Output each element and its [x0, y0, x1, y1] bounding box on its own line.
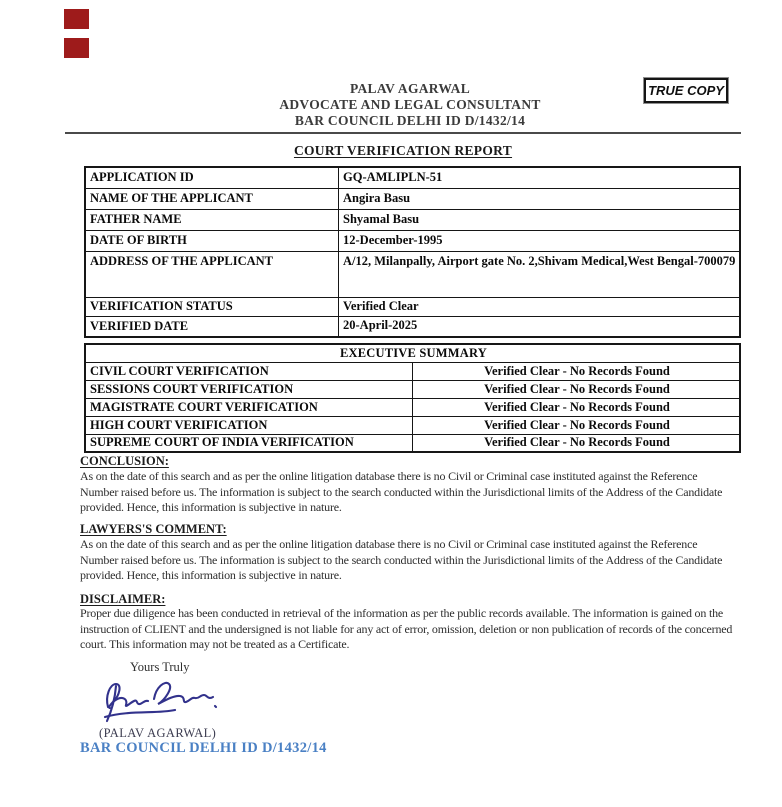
letterhead-designation: ADVOCATE AND LEGAL CONSULTANT: [279, 97, 541, 112]
row-label: NAME OF THE APPLICANT: [85, 188, 339, 209]
row-value: Verified Clear - No Records Found: [413, 380, 741, 398]
conclusion-body: As on the date of this search and as per the online litigation database there is no Civil or Criminal case instituted against the Reference Number raised before us. The information is subject to the search conducted within the Jurisdictional limits of the Address of the Candidate provided. Hence, this information is subjective in nature.: [80, 469, 723, 515]
row-label: ADDRESS OF THE APPLICANT: [85, 251, 339, 297]
table-row: [85, 167, 740, 188]
header-divider: [65, 132, 741, 134]
table-row: [85, 362, 740, 380]
table-row: [85, 416, 740, 434]
row-value: Verified Clear - No Records Found: [413, 362, 741, 380]
row-label: FATHER NAME: [85, 209, 339, 230]
disclaimer-heading: DISCLAIMER:: [80, 592, 166, 606]
row-value: Verified Clear - No Records Found: [413, 416, 741, 434]
row-label: VERIFICATION STATUS: [85, 297, 339, 316]
letterhead-bar-id: BAR COUNCIL DELHI ID D/1432/14: [294, 113, 526, 128]
table-row: [85, 188, 740, 209]
row-value: Angira Basu: [339, 188, 741, 209]
conclusion-heading: CONCLUSION:: [80, 454, 169, 468]
lawyers-comment-heading: LAWYERS'S COMMENT:: [80, 522, 227, 536]
table-row: [85, 398, 740, 416]
executive-summary-title: EXECUTIVE SUMMARY: [85, 344, 740, 362]
true-copy-label: TRUE COPY: [648, 83, 724, 98]
signatory-bar-council-id: BAR COUNCIL DELHI ID D/1432/14: [80, 740, 327, 756]
table-row: [85, 230, 740, 251]
row-value: Shyamal Basu: [339, 209, 741, 230]
table-row: [85, 434, 740, 452]
row-value: Verified Clear: [339, 297, 741, 316]
row-label: VERIFIED DATE: [85, 316, 339, 337]
red-corner-mark-top: [64, 9, 89, 29]
row-label: DATE OF BIRTH: [85, 230, 339, 251]
letterhead-name: PALAV AGARWAL: [349, 81, 471, 96]
table-row: [85, 316, 740, 337]
row-value: 12-December-1995: [339, 230, 741, 251]
disclaimer-body: Proper due diligence has been conducted in retrieval of the information as per the public records available. The information is gained on the instruction of CLIENT and the undersigned is not liable for any act of error, omission, deletion or non publication of records of the concerned court. This information may not be treated as a Certificate.: [80, 606, 733, 652]
true-copy-stamp: [644, 78, 728, 103]
executive-summary-table: [84, 343, 741, 453]
row-label: SESSIONS COURT VERIFICATION: [85, 380, 413, 398]
row-value: Verified Clear - No Records Found: [413, 434, 741, 452]
row-label: SUPREME COURT OF INDIA VERIFICATION: [85, 434, 413, 452]
row-label: APPLICATION ID: [85, 167, 339, 188]
row-value: A/12, Milanpally, Airport gate No. 2,Shivam Medical,West Bengal-700079: [339, 251, 741, 297]
executive-summary-header: [85, 344, 740, 362]
lawyers-comment-body: As on the date of this search and as per the online litigation database there is no Civil or Criminal case instituted against the Reference Number raised before us. The information is subject to the search conducted within the Jurisdictional limits of the Address of the Candidate provided. Hence, this information is subjective in nature.: [80, 537, 723, 583]
salutation: Yours Truly: [130, 660, 190, 674]
table-row: [85, 209, 740, 230]
signatory-name: (PALAV AGARWAL): [99, 726, 217, 740]
applicant-table: [84, 166, 741, 338]
red-corner-mark-bottom: [64, 38, 89, 58]
row-label: CIVIL COURT VERIFICATION: [85, 362, 413, 380]
handwritten-signature-image: [97, 676, 225, 726]
table-row: [85, 297, 740, 316]
row-label: MAGISTRATE COURT VERIFICATION: [85, 398, 413, 416]
row-value: GQ-AMLIPLN-51: [339, 167, 741, 188]
report-title: COURT VERIFICATION REPORT: [293, 143, 513, 158]
table-row: [85, 251, 740, 297]
row-value: Verified Clear - No Records Found: [413, 398, 741, 416]
row-label: HIGH COURT VERIFICATION: [85, 416, 413, 434]
table-row: [85, 380, 740, 398]
row-value: 20-April-2025: [339, 316, 741, 337]
